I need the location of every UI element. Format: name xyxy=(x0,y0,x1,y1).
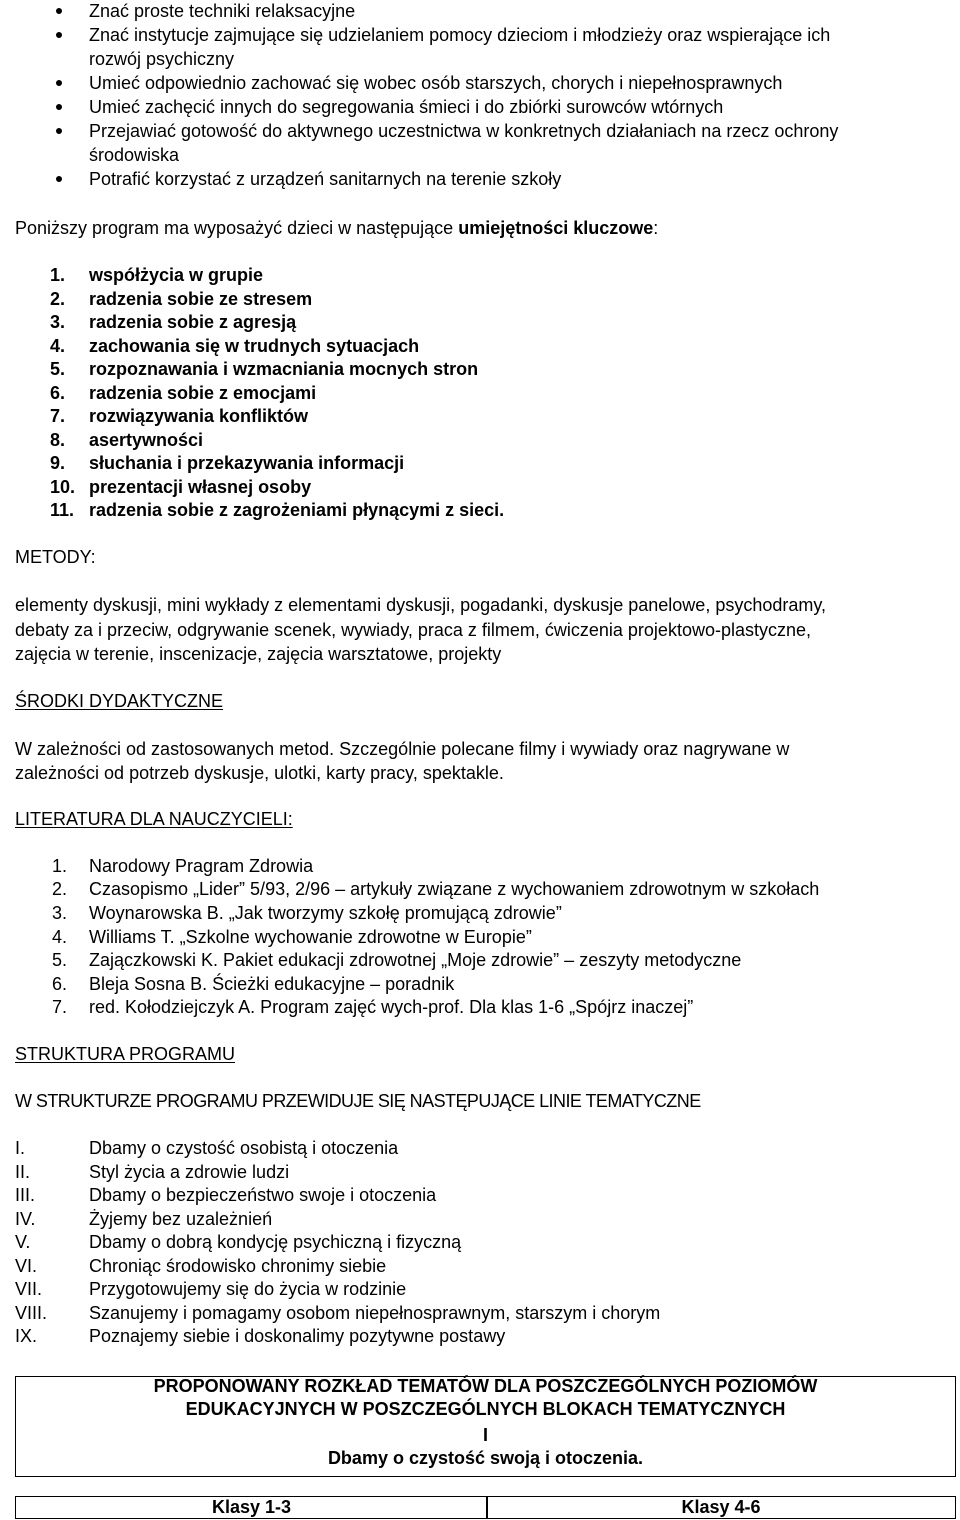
struktura-item: Dbamy o czystość osobistą i otoczenia xyxy=(89,1138,399,1158)
struktura-numeral: I. xyxy=(15,1138,26,1158)
list-item: Znać instytucje zajmujące się udzielaniem pomocy dzieciom i młodzieży oraz wspierające ich xyxy=(89,25,831,45)
skill-number: 9. xyxy=(50,453,66,473)
struktura-item: Przygotowujemy się do życia w rodzinie xyxy=(89,1279,407,1299)
skill-item: współżycia w grupie xyxy=(89,265,264,285)
literatura-item: Bleja Sosna B. Ścieżki edukacyjne – poradnik xyxy=(89,974,455,994)
bullet-icon xyxy=(56,32,62,38)
skill-item: radzenia sobie ze stresem xyxy=(89,289,313,309)
list-item: Umieć odpowiednio zachować się wobec osób starszych, chorych i niepełnosprawnych xyxy=(89,73,783,93)
skill-number: 3. xyxy=(50,312,66,332)
struktura-item: Chroniąc środowisko chronimy siebie xyxy=(89,1256,387,1276)
list-item-continuation: rozwój psychiczny xyxy=(89,49,235,69)
metody-line: debaty za i przeciw, odgrywanie scenek, wywiady, praca z filmem, ćwiczenia projektowo-plastyczne, xyxy=(15,620,811,640)
metody-line: elementy dyskusji, mini wykłady z elementami dyskusji, pogadanki, dyskusje panelowe, psychodramy, xyxy=(15,595,827,615)
rozklad-box xyxy=(15,1376,956,1477)
skills-intro-bold: umiejętności kluczowe xyxy=(458,218,654,238)
literatura-number: 1. xyxy=(52,856,68,876)
literatura-item: Woynarowska B. „Jak tworzymy szkołę promującą zdrowie” xyxy=(89,903,562,923)
skill-item: rozpoznawania i wzmacniania mocnych stron xyxy=(89,359,479,379)
skill-number: 8. xyxy=(50,430,66,450)
skill-item: rozwiązywania konfliktów xyxy=(89,406,309,426)
skill-number: 11. xyxy=(50,500,75,520)
literatura-item: Narodowy Pragram Zdrowia xyxy=(89,856,314,876)
skills-intro xyxy=(15,217,658,239)
literatura-number: 4. xyxy=(52,927,68,947)
skill-number: 5. xyxy=(50,359,66,379)
skill-item: radzenia sobie z emocjami xyxy=(89,383,317,403)
srodki-line: zależności od potrzeb dyskusje, ulotki, karty pracy, spektakle. xyxy=(15,763,504,783)
bullet-icon xyxy=(56,8,62,14)
literatura-item: red. Kołodziejczyk A. Program zajęć wych-prof. Dla klas 1-6 „Spójrz inaczej” xyxy=(89,997,694,1017)
list-item: Umieć zachęcić innych do segregowania śmieci i do zbiórki surowców wtórnych xyxy=(89,97,724,117)
rozklad-title-line1: PROPONOWANY ROZKŁAD TEMATÓW DLA POSZCZEGÓLNYCH POZIOMÓW xyxy=(153,1376,818,1396)
literatura-heading: LITERATURA DLA NAUCZYCIELI: xyxy=(15,809,293,829)
metody-line: zajęcia w terenie, inscenizacje, zajęcia warsztatowe, projekty xyxy=(15,644,502,664)
skill-number: 7. xyxy=(50,406,66,426)
metody-heading: METODY: xyxy=(15,547,96,567)
skill-number: 1. xyxy=(50,265,66,285)
skill-item: zachowania się w trudnych sytuacjach xyxy=(89,336,420,356)
literatura-item: Williams T. „Szkolne wychowanie zdrowotne w Europie” xyxy=(89,927,532,947)
literatura-number: 7. xyxy=(52,997,68,1017)
skill-number: 6. xyxy=(50,383,66,403)
klasy-1-3-header: Klasy 1-3 xyxy=(15,1496,488,1519)
literatura-item: Czasopismo „Lider” 5/93, 2/96 – artykuły związane z wychowaniem zdrowotnym w szkołach xyxy=(89,879,820,899)
literatura-number: 2. xyxy=(52,879,68,899)
struktura-item: Poznajemy siebie i doskonalimy pozytywne postawy xyxy=(89,1326,506,1346)
literatura-item: Zajączkowski K. Pakiet edukacji zdrowotnej „Moje zdrowie” – zeszyty metodyczne xyxy=(89,950,742,970)
skill-item: prezentacji własnej osoby xyxy=(89,477,312,497)
skill-number: 4. xyxy=(50,336,66,356)
srodki-heading: ŚRODKI DYDAKTYCZNE xyxy=(15,691,224,711)
struktura-numeral: IX. xyxy=(15,1326,38,1346)
list-item: Przejawiać gotowość do aktywnego uczestnictwa w konkretnych działaniach na rzecz ochrony xyxy=(89,121,839,141)
skill-item: radzenia sobie z agresją xyxy=(89,312,297,332)
literatura-number: 6. xyxy=(52,974,68,994)
struktura-numeral: VI. xyxy=(15,1256,38,1276)
list-item: Znać proste techniki relaksacyjne xyxy=(89,1,356,21)
rozklad-title-line2: EDUKACYJNYCH W POSZCZEGÓLNYCH BLOKACH TEMATYCZNYCH xyxy=(185,1399,786,1419)
struktura-numeral: VIII. xyxy=(15,1303,48,1323)
struktura-subheading: W STRUKTURZE PROGRAMU PRZEWIDUJE SIĘ NASTĘPUJĄCE LINIE TEMATYCZNE xyxy=(15,1091,701,1111)
struktura-item: Dbamy o bezpieczeństwo swoje i otoczenia xyxy=(89,1185,437,1205)
klasy-4-6-header: Klasy 4-6 xyxy=(486,1496,956,1519)
rozklad-block-numeral: I xyxy=(482,1425,488,1445)
struktura-item: Dbamy o dobrą kondycję psychiczną i fizyczną xyxy=(89,1232,462,1252)
struktura-numeral: III. xyxy=(15,1185,36,1205)
bullet-icon xyxy=(56,176,62,182)
srodki-line: W zależności od zastosowanych metod. Szczególnie polecane filmy i wywiady oraz nagrywane w xyxy=(15,739,790,759)
literatura-number: 3. xyxy=(52,903,68,923)
skills-intro-suffix: : xyxy=(653,218,659,238)
struktura-item: Szanujemy i pomagamy osobom niepełnosprawnym, starszym i chorym xyxy=(89,1303,661,1323)
rozklad-block-title: Dbamy o czystość swoją i otoczenia. xyxy=(327,1448,644,1468)
skill-item: słuchania i przekazywania informacji xyxy=(89,453,405,473)
skill-item: radzenia sobie z zagrożeniami płynącymi z sieci. xyxy=(89,500,505,520)
literatura-number: 5. xyxy=(52,950,68,970)
struktura-numeral: II. xyxy=(15,1162,31,1182)
skills-intro-prefix: Poniższy program ma wyposażyć dzieci w następujące xyxy=(15,218,459,238)
struktura-numeral: VII. xyxy=(15,1279,43,1299)
skill-number: 10. xyxy=(50,477,76,497)
struktura-item: Styl życia a zdrowie ludzi xyxy=(89,1162,290,1182)
skill-item: asertywności xyxy=(89,430,204,450)
skill-number: 2. xyxy=(50,289,66,309)
struktura-numeral: IV. xyxy=(15,1209,36,1229)
struktura-numeral: V. xyxy=(15,1232,31,1252)
bullet-icon xyxy=(56,80,62,86)
struktura-heading: STRUKTURA PROGRAMU xyxy=(15,1044,236,1064)
bullet-icon xyxy=(56,128,62,134)
bullet-icon xyxy=(56,104,62,110)
list-item-continuation: środowiska xyxy=(89,145,180,165)
list-item: Potrafić korzystać z urządzeń sanitarnych na terenie szkoły xyxy=(89,169,562,189)
struktura-item: Żyjemy bez uzależnień xyxy=(89,1209,273,1229)
